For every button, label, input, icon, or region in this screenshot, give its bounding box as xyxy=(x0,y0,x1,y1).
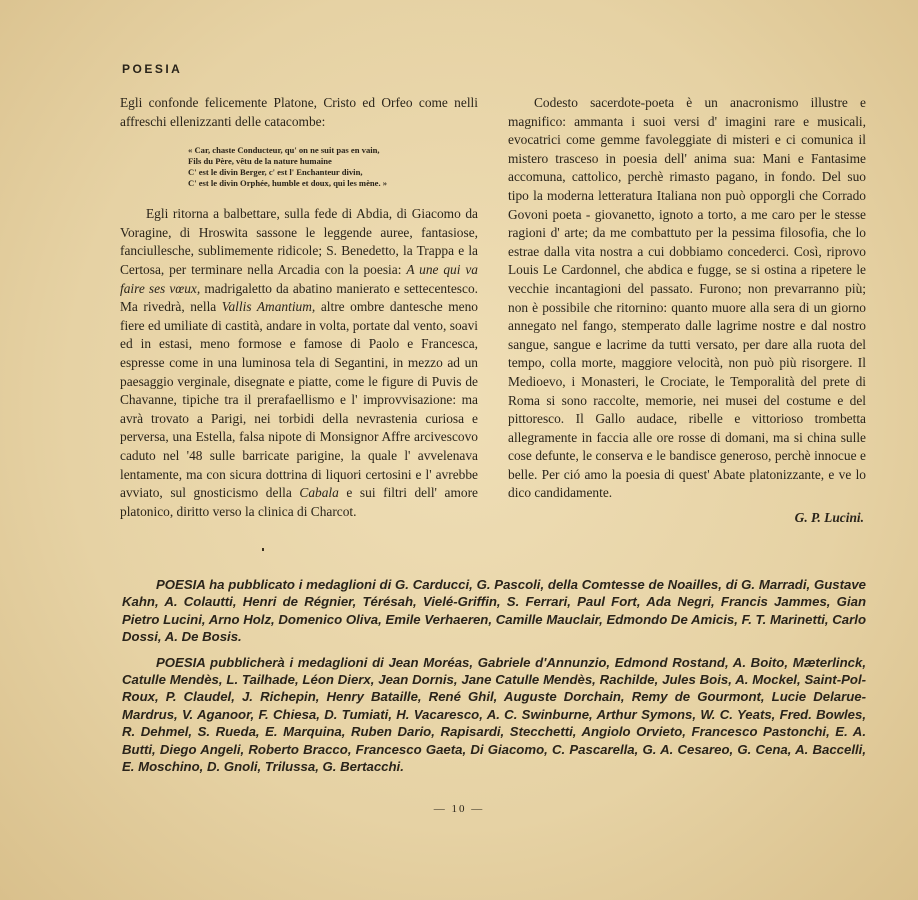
text-run: e sui filtri dell' amore platonico, diritto verso la clinica di Charcot. xyxy=(120,485,478,519)
left-column xyxy=(120,94,478,521)
text-run: Egli ritorna a balbettare, sulla fede di Abdia, di Giacomo da Voragine, di Hroswita sassone le leggende auree, fantasiose, fanciullesche, sublimemente ridicole; S. Benedetto, la Trappa e la Certosa, per terminare nella Arcadia con la poesia: xyxy=(120,206,478,277)
right-column xyxy=(508,94,866,528)
right-paragraph: Codesto sacerdote-poeta è un anacronismo illustre e magnifico: ammanta i suoi versi d' imagini rare e musicali, evocatrici come gemme favoleggiate di misteri e ci comunica il mistero trasceso in poesia dell' anima sua: Mani e Fantasime accomuna, cattolico, perchè rimasto pagano, in fondo. Del suo tipo la moderna letteratura Italiana non può opporgli che Corrado Govoni poeta - giovanetto, ignoto a torto, a me caro per le stesse ragioni d' arte; da me combattuto per la pessima filosofia, che lo estrae dalla vita nostra a cui dobbiamo concederci. Così, riprovo Louis Le Cardonnel, che abdica e fugge, se si ostina a ripetere le vecchie incantagioni del passato. Furono; non prevarranno più; non è possibile che ritornino: quanto muore alla sera di un giorno annegato nel fango, stemperato dalle lagrime nostre e dal nostro sangue, sangue e lacrime da tutti versato, per dare alla ruota del tempo, colla morte, maggiore velocità, non può più risorgere. Il Medioevo, i Monasteri, le Crociate, le Temporalità del prete di Roma si sono raccolte, memorie, nei musei del costume e del pittoresco. Il Gallo audace, ribelle e vittorioso trombetta allegramente in faccia alle ore rosse di domani, ma si china sulle cose defunte, le conserva e le bandisce generoso, perchè innocue e belle. Per ció amo la poesia di quest' Abate platonizzante, e ve lo dico candidamente. xyxy=(508,95,866,501)
text-run: madrigaletto da abatino manierato e settecentesco. Ma rivedrà, nella xyxy=(120,280,478,315)
upcoming-notice: POESIA pubblicherà i medaglioni di Jean Moréas, Gabriele d'Annunzio, Edmond Rostand, A. Boito, Mæterlinck, Catulle Mendès, L. Tailhade, Léon Dierx, Jean Dornis, Jane Catulle Mendès, Rachilde, Jules Bois, A. Mockel, Saint-Pol-Roux, P. Claudel, J. Richepin, Henry Bataille, René Ghil, Auguste Dorchain, Remy de Gourmont, Lucie Delarue-Mardrus, V. Aganoor, F. Chiesa, D. Tumiati, H. Vacaresco, A. C. Swinburne, Arthur Symons, W. C. Yeats, Fred. Bowles, R. Dehmel, S. Rueda, E. Marquina, Ruben Dario, Rapisardi, Stecchetti, Angiolo Orvieto, Francesco Pastonchi, E. A. Butti, Diego Angeli, Roberto Bracco, Francesco Gaeta, Di Giacomo, C. Pascarella, G. A. Cesareo, G. Cena, A. Baccelli, E. Moschino, D. Gnoli, Trilussa, G. Bertacchi. xyxy=(122,654,866,775)
quote-line: C' est le divin Berger, c' est l' Enchanteur divin, xyxy=(188,167,363,178)
quote-line: Fils du Père, vêtu de la nature humaine xyxy=(188,156,332,167)
text-run: altre ombre dantesche meno fiere ed umiliate di castità, andare in volta, portate dal vento, soavi ed in estasi, meno formose e famose di Paolo e Francesca, espresse come in una luminosa tela di Segantini, in mezzo ad un paesaggio verginale, disegnate e piatte, come le figure di Puvis de Chavanne, tipiche tra il prerafaellismo e l' improvvisazione: ma avrà trovato a Parigi, nei torbidi della nevrastenia curiosa e perversa, una Estella, falsa nipote di Monsignor Affre arcivescovo caduto nel '48 sulle barricate parigine, la quale l' avvelenava lentamente, ma con sicura dottrina di liquori certosini e l' avrebbe avviato, sul gnosticismo della xyxy=(120,299,478,501)
quote-line: C' est le divin Orphée, humble et doux, qui les mène. » xyxy=(188,178,388,189)
medallions-notice xyxy=(122,576,866,783)
page-number: — 10 — xyxy=(433,803,485,815)
ink-speck xyxy=(262,548,264,551)
running-header: POESIA xyxy=(122,62,183,76)
italic-title: Vallis Amantium, xyxy=(221,299,316,315)
author-signature: G. P. Lucini. xyxy=(794,510,864,526)
left-paragraph-2 xyxy=(120,205,478,521)
french-quote xyxy=(188,145,478,189)
italic-title: A une qui va faire ses vœux, xyxy=(120,261,478,296)
published-notice: POESIA ha pubblicato i medaglioni di G. Carducci, G. Pascoli, della Comtesse de Noailles, di G. Marradi, Gustave Kahn, A. Colautti, Henri de Régnier, Térésah, Vielé-Griffin, S. Ferrari, Paul Fort, Ada Negri, Francis Jammes, Gian Pietro Lucini, Arno Holz, Domenico Oliva, Emile Verhaeren, Camille Mauclair, Edmondo De Amicis, F. T. Marinetti, Carlo Dossi, A. De Bosis. xyxy=(122,577,866,645)
quote-line: « Car, chaste Conducteur, qu' on ne suit pas en vain, xyxy=(188,145,380,156)
italic-title: Cabala xyxy=(299,485,339,501)
left-paragraph-1: Egli confonde felicemente Platone, Cristo ed Orfeo come nelli affreschi ellenizzanti delle catacombe: xyxy=(120,95,478,129)
